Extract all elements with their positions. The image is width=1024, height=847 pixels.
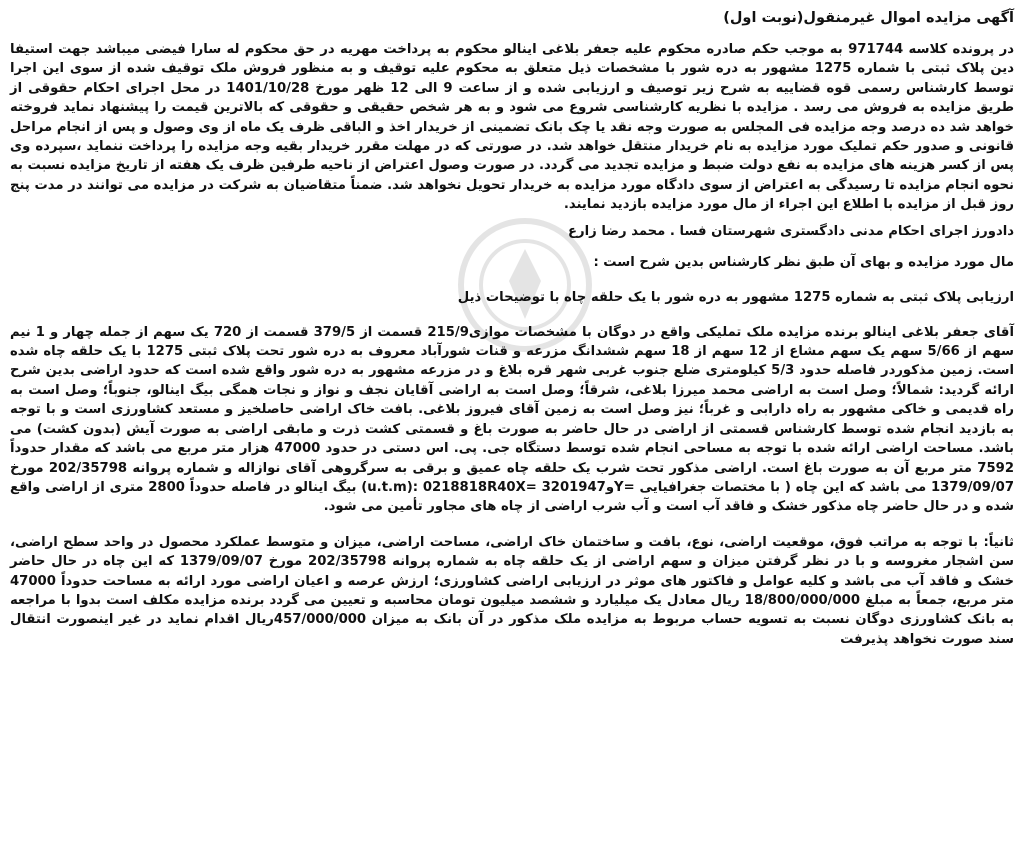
- valuation-paragraph: ثانیاً: با توجه به مراتب فوق، موقعیت اراضی، نوع، بافت و ساختمان خاک اراضی، مساحت اراضی، میزان و متوسط عملکرد محصول در واحد سطح اراضی، سن اشجار مغروسه و با در نظر گرفتن میزان و سهم اراضی از یک حلقه چاه به شماره پروانه 202/35798 مورخ 1379/09/07 که این چاه در حال حاضر خشک و فاقد آب می باشد و کلیه عوامل و فاکتور های موثر در ارزیابی اراضی کشاورزی؛ ارزش عرصه و اعیان اراضی مورد ارائه به مساحت حدوداً 47000 متر مربع، جمعاً به مبلغ 18/800/000/000 ریال معادل یک میلیارد و ششصد میلیون تومان محاسبه و تعیین می گردد برنده مزایده مکلف است بدوا با مراجعه به بانک کشاورزی دوگان نسبت به تسویه حساب مربوط به مزایده ملک مذکور در آن بانک به میزان 457/000/000ریال اقدام نماید در غیر اینصورت انتقال سند صورت نخواهد پذیرفت: [10, 534, 1014, 647]
- utm-coordinates: (u.t.m): 0218818R40X= 3201947وY=: [361, 479, 635, 495]
- notice-title: آگهی مزایده اموال غیرمنقول(نوبت اول): [723, 10, 1014, 26]
- signatory-line: دادورز اجرای احکام مدنی دادگستری شهرستان فسا . محمد رضا زارع: [568, 223, 1014, 239]
- property-description-part2: بیگ اینالو در فاصله حدوداً 2800 متری از اراضی واقع شده و در حال حاضر چاه مذکور خشک و فاقد آب است و آب شرب اراضی از چاه های مجاور تأمین می شود.: [10, 479, 1014, 515]
- subject-intro: مال مورد مزایده و بهای آن طبق نظر کارشناس بدین شرح است :: [593, 254, 1014, 270]
- valuation-heading: ارزیابی پلاک ثبتی به شماره 1275 مشهور به دره شور با یک حلقه چاه با توضیحات ذیل: [457, 289, 1014, 305]
- property-description-paragraph: [10, 323, 1014, 517]
- property-description-part1: آقای جعفر بلاغی اینالو برنده مزایده ملک تملیکی واقع در دوگان با مشخصات موازی215/9 قسمت از 379/5 قسمت از 720 یک سهم از جمله چهار و 1 نیم سهم از 5/66 سهم یک سهم مشاع از 12 سهم از 18 سهم ششدانگ مزرعه و قنات شورآباد معروف به دره شور تحت پلاک ثبتی 1275 با یک حلقه چاه شده است. زمین مذکوردر فاصله حدود 5/3 کیلومتری ضلع جنوب غربی شهر قره بلاغ و در مزرعه مشهور به دره شور واقع شده است که حدود اراضی بدین شرح ارائه گردید: شمالاً؛ وصل است به اراضی محمد میرزا بلاغی، شرقاً؛ وصل است به اراضی آقایان نجف و نواز و نجات همگی بیگ اینالو، جنوباً؛ وصل است به راه قدیمی و خاکی مشهور به راه دارابی و غرباً؛ نیز وصل است به زمین آقای فیروز بلاغی. بافت خاک اراضی حاصلخیز و مستعد کشاورزی است و با توجه به بازدید انجام شده توسط کارشناس قسمتی از اراضی در حال حاضر به صورت باغ و قسمتی کشت ذرت و مابقی اراضی به صورت آیش (بدون کشت) می باشد. مساحت اراضی ارائه شده با توجه به مساحی انجام شده توسط دستگاه جی. پی. اس دستی در حدود 47000 هزار متر مربع می باشد که مقدار حدوداً 7592 متر مربع آن به صورت باغ است. اراضی مذکور تحت شرب یک حلقه چاه عمیق و برقی به سرگروهی آقای نوازاله و شماره پروانه 202/35798 مورخ 1379/09/07 می باشد که این چاه ( با مختصات جغرافیایی: [10, 324, 1015, 495]
- auction-terms-paragraph: در پرونده کلاسه 971744 به موجب حکم صادره محکوم علیه جعفر بلاغی اینالو محکوم به پرداخت مهریه در حق محکوم له سارا فیضی میباشد جهت استیفا دین پلاک ثبتی با شماره 1275 مشهور به دره شور با مشخصات ذیل متعلق به محکوم علیه توقیف و به منظور فروش ملک توقیف شده از سوی این اجرا توسط کارشناس رسمی قوه قضاییه به شرح زیر توصیف و ارزیابی شده و از ساعت 9 الی 12 ظهر مورخ 1401/10/28 در محل اجرای احکام حقوقی از طریق مزایده به فروش می رسد . مزایده با نظریه کارشناسی شروع می شود و به هر شخص حقیقی و حقوقی که بالاترین قیمت را پیشنهاد نماید فروخته خواهد شد ده درصد وجه مزایده فی المجلس به صورت وجه نقد یا چک بانک تضمینی از خریدار اخذ و الباقی ظرف یک ماه از وی وصول و پس از انجام مراحل قانونی و صدور حکم تملیک مورد مزایده به نام خریدار منتقل خواهد شد. در صورتی که در مهلت مقرر خریدار بقیه وجه مزایده را پرداخت ننماید ،سپرده وی پس از کسر هزینه های مزایده به نفع دولت ضبط و مزایده تجدید می گردد. در صورت وصول اعتراض از ناحیه طرفین ظرف یک هفته از تاریخ مزایده نسبت به نحوه انجام مزایده تا رسیدگی به اعتراض از سوی دادگاه مورد مزایده به خریدار تحویل نخواهد شد. ضمناً متقاضیان به شرکت در مزایده می توانند در مدت پنج روز قبل از مزایده با اطلاع این اجراء از مال مورد مزایده بازدید نمایند.: [10, 42, 1014, 213]
